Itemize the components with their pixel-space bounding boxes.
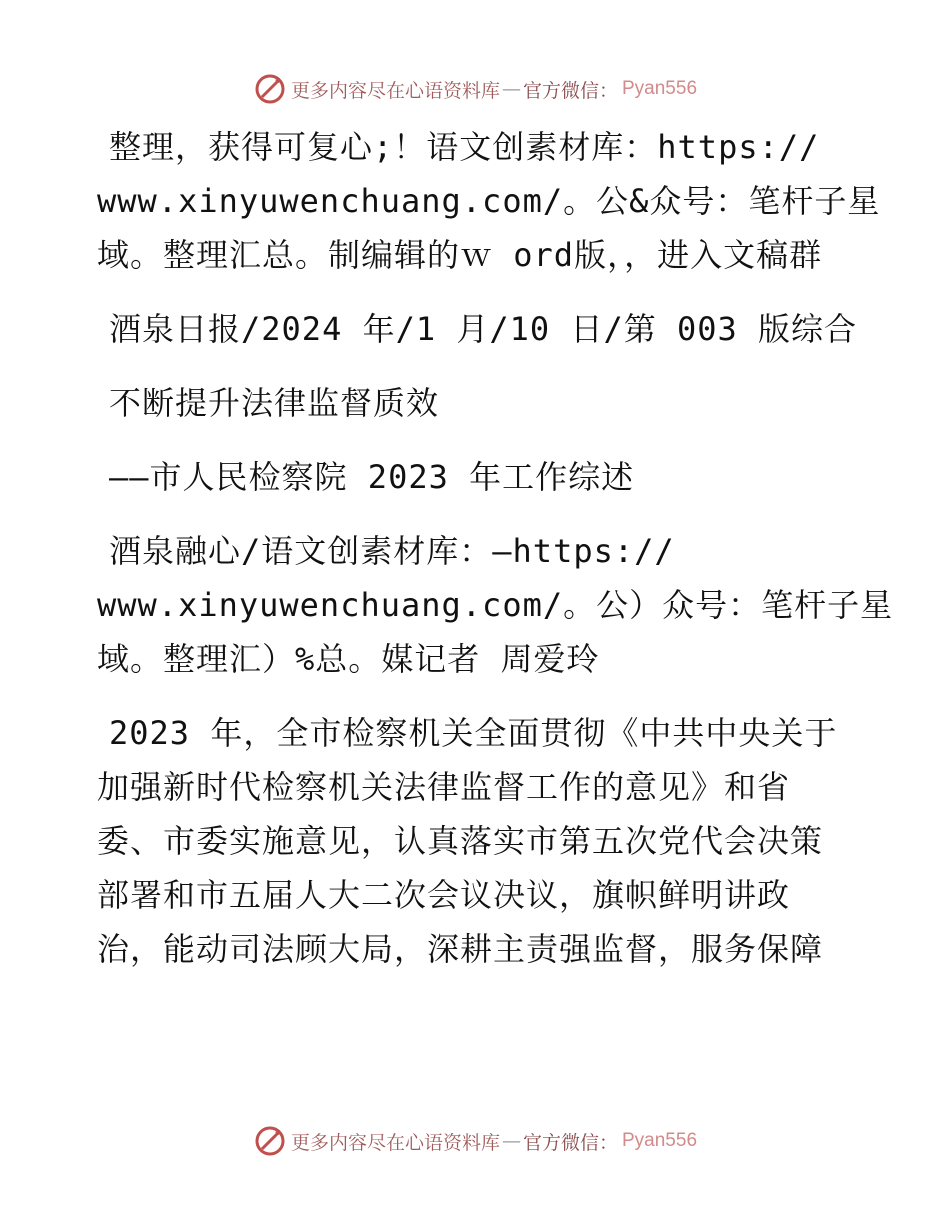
banner-dash: — bbox=[501, 78, 521, 100]
banner-text: 更多内容尽在心语资料库 bbox=[290, 79, 500, 102]
banner-dash: — bbox=[501, 1130, 521, 1152]
byline bbox=[97, 524, 894, 686]
body-line: 治，能动司法顾大局，深耕主责强监督，服务保障 bbox=[97, 930, 824, 968]
byline-line: www.xinyuwenchuang.com/。公）众号：笔杆子星 bbox=[97, 586, 894, 624]
banner-official: 官方微信： bbox=[522, 79, 618, 102]
banner-id: Pyan556 bbox=[622, 1130, 698, 1151]
banner-text: 更多内容尽在心语资料库 bbox=[290, 1131, 500, 1154]
body-line: 部署和市五届人大二次会议决议，旗帜鲜明讲政 bbox=[97, 876, 791, 914]
banner-id: Pyan556 bbox=[622, 78, 698, 99]
article-title: 不断提升法律监督质效 bbox=[109, 384, 440, 422]
header-line: www.xinyuwenchuang.com/。公&众号：笔杆子星 bbox=[97, 182, 881, 220]
footer-banner bbox=[0, 1124, 950, 1158]
article-subtitle: ——市人民检察院 2023 年工作综述 bbox=[109, 458, 635, 496]
pen-logo-icon bbox=[253, 72, 287, 106]
pen-logo-icon bbox=[253, 1124, 287, 1158]
document-content bbox=[97, 120, 894, 976]
body-line: 2023 年，全市检察机关全面贯彻《中共中央关于 bbox=[109, 714, 838, 752]
header-block bbox=[97, 120, 881, 282]
source-line: 酒泉日报/2024 年/1 月/10 日/第 003 版综合 bbox=[109, 310, 858, 348]
body-paragraph bbox=[97, 706, 857, 976]
byline-line: 域。整理汇）%总。媒记者 周爱玲 bbox=[97, 640, 600, 678]
header-line: 域。整理汇总。制编辑的ｗ ord版，，进入文稿群 bbox=[97, 236, 823, 274]
byline-line: 酒泉融心/语文创素材库：—https:// bbox=[109, 532, 675, 570]
banner-official: 官方微信： bbox=[522, 1131, 618, 1154]
header-banner bbox=[0, 72, 950, 106]
body-line: 加强新时代检察机关法律监督工作的意见》和省 bbox=[97, 768, 791, 806]
body-line: 委、市委实施意见，认真落实市第五次党代会决策 bbox=[97, 822, 824, 860]
header-line: 整理，获得可复心;！语文创素材库：https:// bbox=[109, 128, 820, 166]
